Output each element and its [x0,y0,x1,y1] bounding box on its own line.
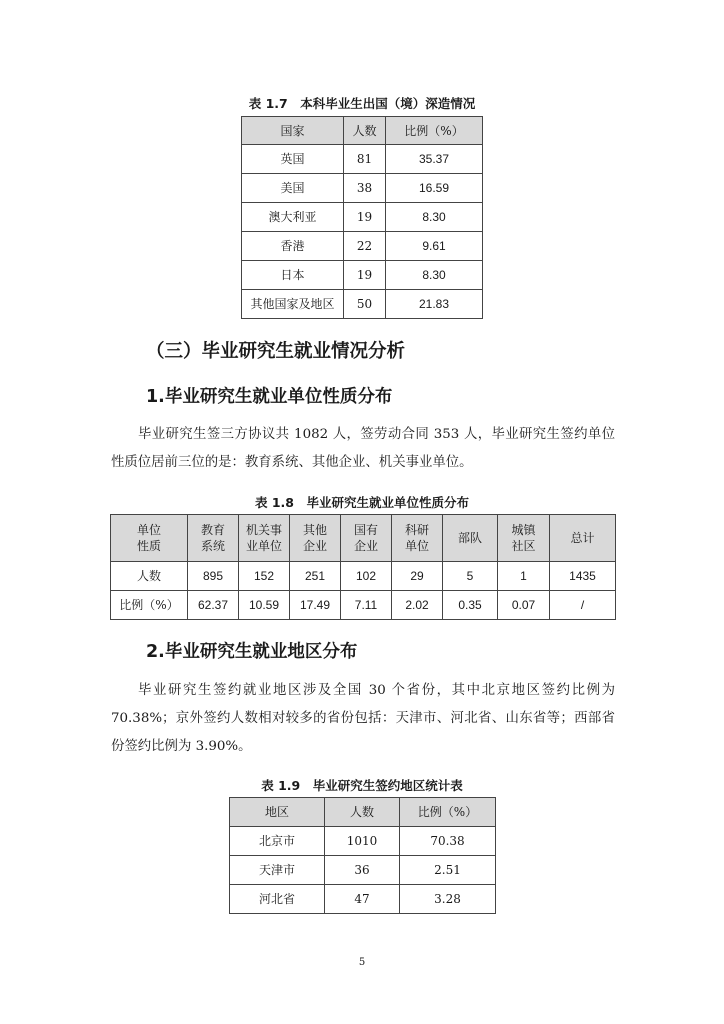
table-row [111,562,616,591]
table-cell: 人数 [111,562,188,591]
table-1-7 [241,116,483,319]
header-cell: 国有 企业 [341,515,392,562]
table-row [242,145,483,174]
table-cell: 895 [188,562,239,591]
table-1-8 [110,514,616,620]
subsection-2-heading: 2.毕业研究生就业地区分布 [146,642,358,662]
table-1-9-caption: 表 1.9 毕业研究生签约地区统计表 [261,778,463,793]
table-cell: 美国 [242,174,344,203]
header-cell: 比例（%） [386,117,483,145]
table-cell: 8.30 [386,261,483,290]
table-cell: 1435 [550,562,616,591]
table-cell: 19 [344,261,386,290]
table-row [242,174,483,203]
table-row [230,885,496,914]
header-cell: 地区 [230,798,325,827]
table-cell: 21.83 [386,290,483,319]
table-cell: 17.49 [290,591,341,620]
table-cell: 澳大利亚 [242,203,344,232]
header-cell: 城镇 社区 [498,515,550,562]
header-cell: 其他 企业 [290,515,341,562]
table-cell: 天津市 [230,856,325,885]
header-cell: 科研 单位 [392,515,443,562]
table-cell: 3.28 [400,885,496,914]
table-cell: 152 [239,562,290,591]
header-cell: 人数 [325,798,400,827]
table-header-row [111,515,616,562]
table-1-9 [229,797,496,914]
table-cell: 1010 [325,827,400,856]
table-cell: 比例（%） [111,591,188,620]
table-cell: 2.02 [392,591,443,620]
table-cell: 251 [290,562,341,591]
header-cell: 机关事 业单位 [239,515,290,562]
table-cell: 2.51 [400,856,496,885]
table-cell: 50 [344,290,386,319]
header-cell: 国家 [242,117,344,145]
table-row [242,203,483,232]
table-cell: 香港 [242,232,344,261]
table-cell: 北京市 [230,827,325,856]
table-cell: 10.59 [239,591,290,620]
table-cell: 其他国家及地区 [242,290,344,319]
table-cell: 16.59 [386,174,483,203]
header-cell: 人数 [344,117,386,145]
table-cell: 0.35 [443,591,498,620]
table-cell: 62.37 [188,591,239,620]
table-cell: 38 [344,174,386,203]
table-cell: 0.07 [498,591,550,620]
table-cell: 19 [344,203,386,232]
header-cell: 单位 性质 [111,515,188,562]
paragraph-1: 毕业研究生签三方协议共 1082 人，签劳动合同 353 人，毕业研究生签约单位性质位居前三位的是：教育系统、其他企业、机关事业单位。 [111,427,615,470]
paragraph-2: 毕业研究生签约就业地区涉及全国 30 个省份，其中北京地区签约比例为 70.38%；京外签约人数相对较多的省份包括：天津市、河北省、山东省等；西部省份签约比例为 3.90%。 [111,683,615,754]
table-cell: 9.61 [386,232,483,261]
table-cell: 70.38 [400,827,496,856]
table-header-row [242,117,483,145]
table-cell: / [550,591,616,620]
table-1-7-caption: 表 1.7 本科毕业生出国（境）深造情况 [248,96,476,111]
table-1-8-caption: 表 1.8 毕业研究生就业单位性质分布 [255,495,469,510]
table-row [242,261,483,290]
header-cell: 教育 系统 [188,515,239,562]
header-cell: 部队 [443,515,498,562]
table-row [242,232,483,261]
section-3-heading: （三）毕业研究生就业情况分析 [146,341,406,362]
table-cell: 22 [344,232,386,261]
table-cell: 29 [392,562,443,591]
table-cell: 日本 [242,261,344,290]
table-cell: 35.37 [386,145,483,174]
table-cell: 7.11 [341,591,392,620]
table-cell: 5 [443,562,498,591]
table-row [230,856,496,885]
table-cell: 81 [344,145,386,174]
header-cell: 比例（%） [400,798,496,827]
table-cell: 36 [325,856,400,885]
table-row [242,290,483,319]
subsection-1-heading: 1.毕业研究生就业单位性质分布 [146,387,393,407]
table-cell: 102 [341,562,392,591]
table-cell: 英国 [242,145,344,174]
table-cell: 1 [498,562,550,591]
table-row [111,591,616,620]
table-row [230,827,496,856]
table-header-row [230,798,496,827]
page-number: 5 [358,957,366,968]
table-cell: 8.30 [386,203,483,232]
header-cell: 总计 [550,515,616,562]
table-cell: 47 [325,885,400,914]
table-cell: 河北省 [230,885,325,914]
